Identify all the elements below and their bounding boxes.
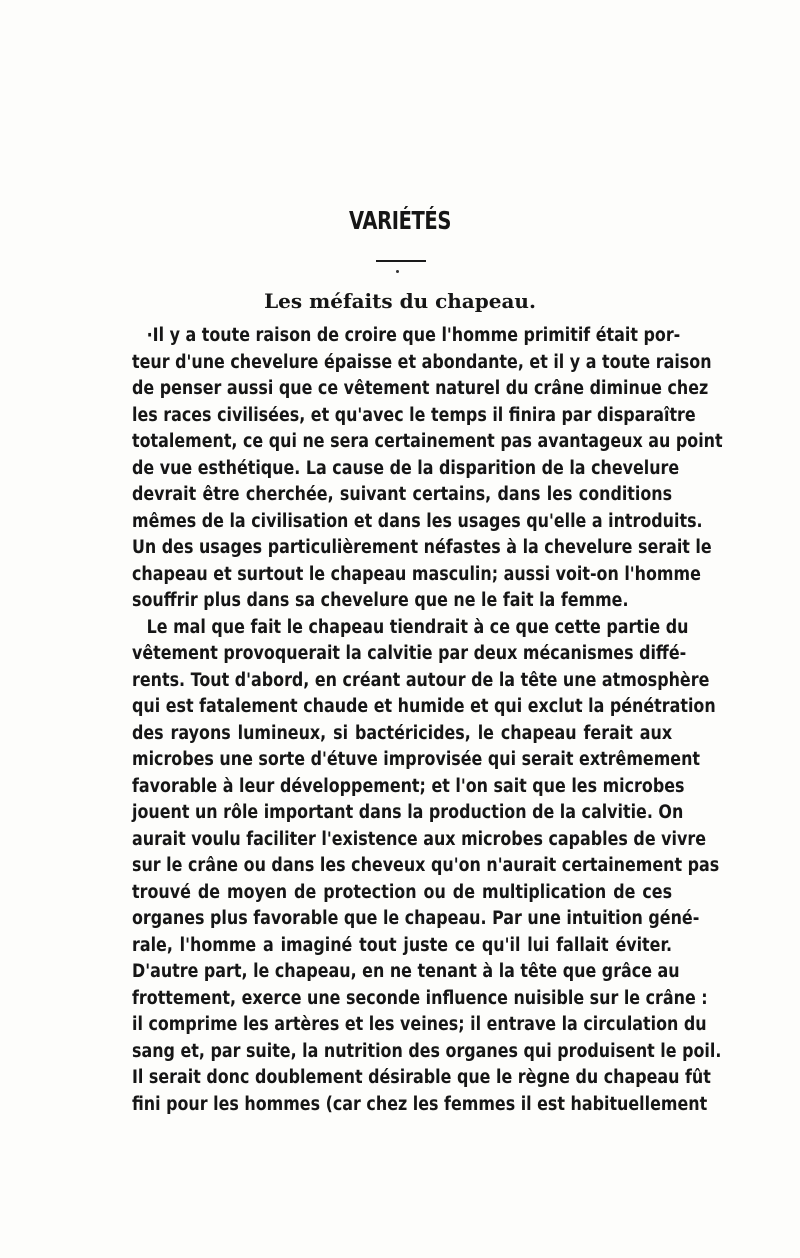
text-line: totalement, ce qui ne sera certainement pas avantageux au point	[132, 431, 723, 452]
text-line: qui est fatalement chaude et humide et qui exclut la pénétration	[132, 696, 716, 717]
text-line: des rayons lumineux, si bactéricides, le chapeau ferait aux	[132, 722, 673, 744]
text-line: microbes une sorte d'étuve improvisée qui serait extrêmement	[132, 749, 701, 770]
text-line: devrait être cherchée, suivant certains, dans les conditions	[132, 484, 673, 505]
text-line: trouvé de moyen de protection ou de multiplication de ces	[132, 881, 673, 903]
paragraph-1	[132, 323, 723, 615]
paragraph-2	[132, 615, 722, 1119]
text-line: il comprime les artères et les veines; il entrave la circulation du	[132, 1014, 707, 1035]
rule-dot	[396, 270, 399, 273]
text-line: de vue esthétique. La cause de la disparition de la chevelure	[132, 457, 680, 479]
text-line: rale, l'homme a imaginé tout juste ce qu'il lui fallait éviter.	[132, 934, 673, 956]
text-line: jouent un rôle important dans la production de la calvitie. On	[132, 802, 684, 823]
text-line: D'autre part, le chapeau, en ne tenant à la tête que grâce au	[132, 961, 680, 982]
text-line: teur d'une chevelure épaisse et abondante, et il y a toute raison	[132, 351, 712, 373]
text-line: aurait voulu faciliter l'existence aux microbes capables de vivre	[132, 828, 706, 850]
text-line: fini pour les hommes (car chez les femmes il est habituellement	[132, 1093, 708, 1115]
section-heading: VARIÉTÉS	[348, 206, 451, 235]
heading-rule	[376, 260, 426, 262]
text-line: souffrir plus dans sa chevelure que ne le fait la femme.	[132, 590, 629, 611]
text-line: sur le crâne ou dans les cheveux qu'on n'aurait certainement pas	[132, 855, 720, 876]
text-line: chapeau et surtout le chapeau masculin; aussi voit-on l'homme	[132, 563, 701, 585]
article-body	[132, 323, 723, 1118]
text-line: Le mal que fait le chapeau tiendrait à ce que cette partie du	[146, 616, 689, 638]
text-line: Il serait donc doublement désirable que le règne du chapeau fût	[132, 1067, 711, 1088]
text-line: ·Il y a toute raison de croire que l'homme primitif était por-	[146, 325, 681, 346]
text-line: rents. Tout d'abord, en créant autour de la tête une atmosphère	[132, 669, 710, 691]
text-line: de penser aussi que ce vêtement naturel du crâne diminue chez	[132, 378, 709, 399]
text-line: mêmes de la civilisation et dans les usages qu'elle a introduits.	[132, 510, 703, 532]
text-line: les races civilisées, et qu'avec le temps il finira par disparaître	[132, 404, 696, 426]
text-line: organes plus favorable que le chapeau. Par une intuition géné-	[132, 908, 700, 929]
text-line: sang et, par suite, la nutrition des organes qui produisent le poil.	[132, 1040, 722, 1062]
text-line: favorable à leur développement; et l'on sait que les microbes	[132, 775, 685, 797]
article-title: Les méfaits du chapeau.	[264, 289, 536, 313]
text-line: frottement, exerce une seconde influence nuisible sur le crâne :	[132, 987, 708, 1009]
text-line: Un des usages particulièrement néfastes à la chevelure serait le	[132, 537, 712, 558]
text-line: vêtement provoquerait la calvitie par deux mécanismes diffé-	[132, 643, 687, 664]
